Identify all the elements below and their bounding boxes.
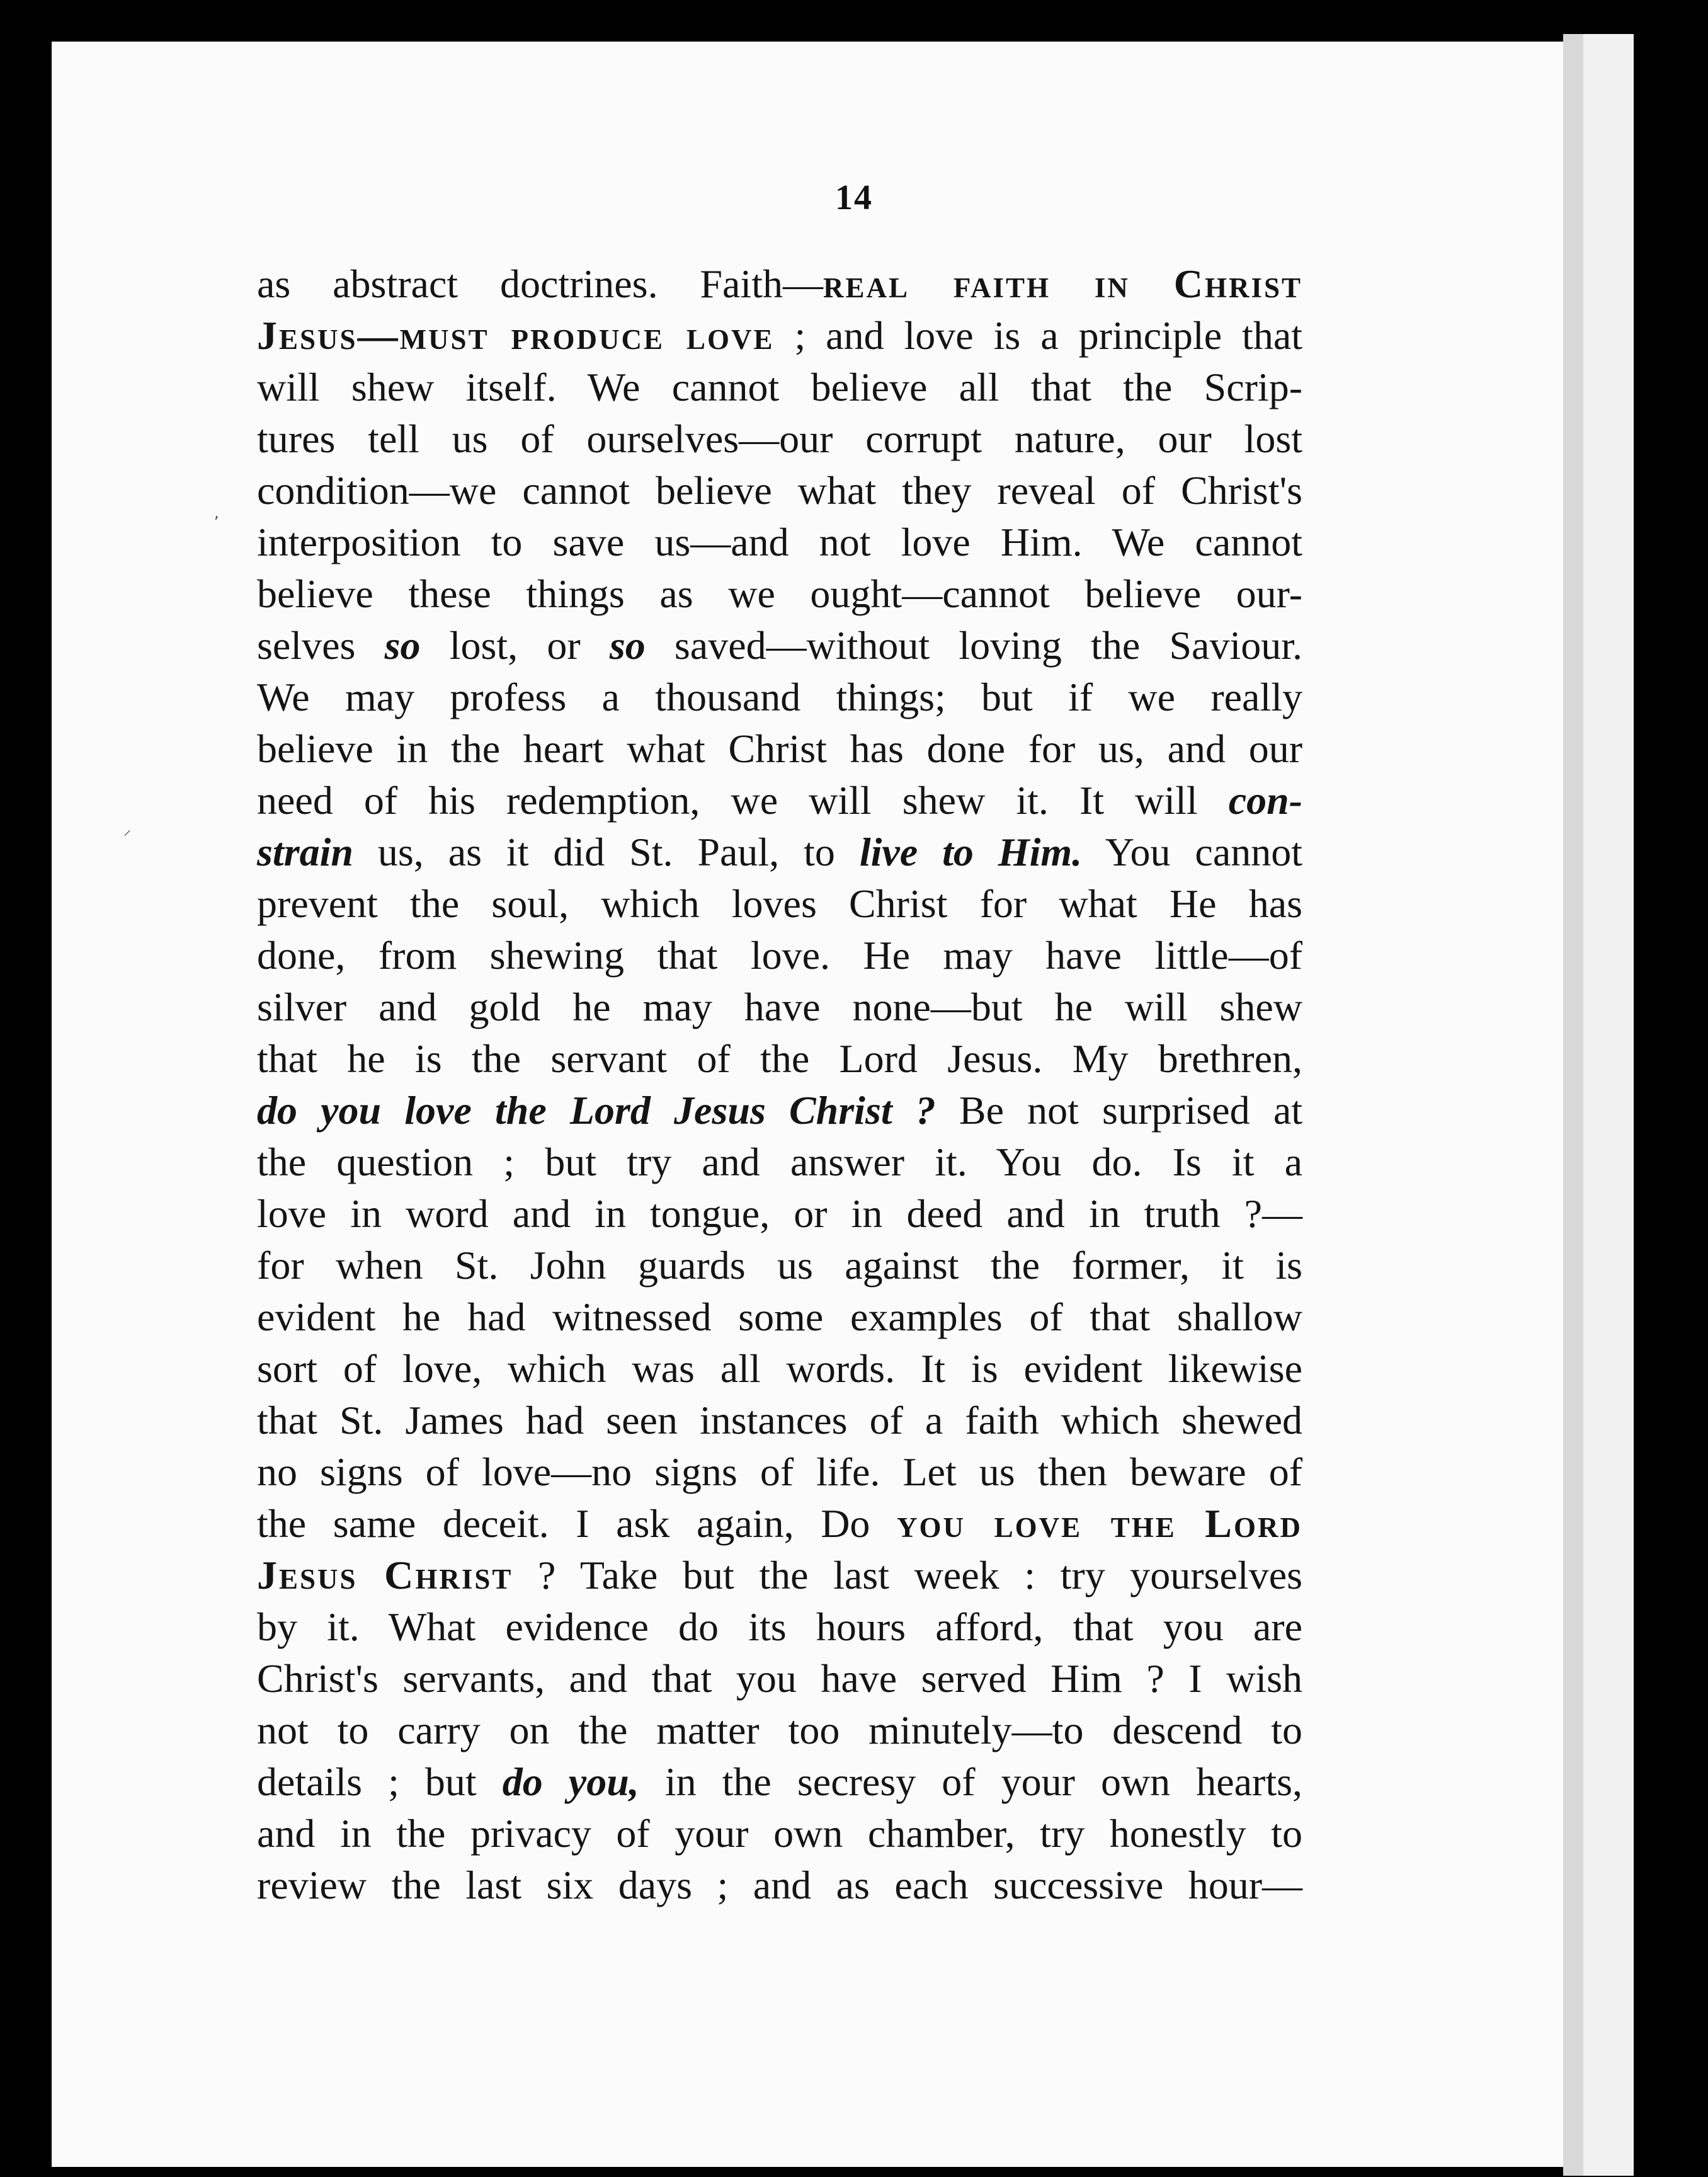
small-caps-text: real faith in Christ: [823, 261, 1303, 306]
text-run: review the last six days ; and as each successive hour—: [257, 1863, 1302, 1907]
italic-text: so: [609, 623, 646, 668]
text-run: prevent the soul, which loves Christ for what He has: [257, 881, 1302, 926]
italic-text: do you love the Lord Jesus Christ ?: [257, 1088, 936, 1133]
text-run: silver and gold he may have none—but he will shew: [257, 985, 1302, 1029]
text-line: [257, 1395, 1302, 1446]
text-run: no signs of love—no signs of life. Let us then beware of: [257, 1449, 1302, 1494]
text-run: lost, or: [420, 623, 610, 668]
text-run: us, as it did St. Paul, to: [353, 830, 860, 874]
text-line: [257, 878, 1302, 930]
margin-speck: ,: [214, 504, 219, 522]
page-number: 14: [835, 178, 873, 217]
text-line: [257, 465, 1302, 517]
text-run: tures tell us of ourselves—our corrupt nature, our lost: [257, 416, 1302, 461]
text-run: done, from shewing that love. He may have little—of: [257, 933, 1302, 978]
text-line: [257, 517, 1302, 568]
text-line: [257, 1498, 1302, 1550]
body-text: [257, 258, 1302, 1911]
text-run: that St. James had seen instances of a faith which shewed: [257, 1398, 1302, 1443]
text-line: [257, 310, 1302, 362]
text-line: [257, 258, 1302, 310]
text-run: in the secresy of your own hearts,: [639, 1759, 1303, 1804]
text-line: [257, 1446, 1302, 1498]
binding-gutter: [1634, 34, 1708, 2176]
text-run: interposition to save us—and not love Him. We cannot: [257, 520, 1302, 564]
text-run: the same deceit. I ask again, Do: [257, 1501, 897, 1546]
next-page-edge: [1583, 34, 1634, 2176]
text-run: and in the privacy of your own chamber, try honestly to: [257, 1811, 1302, 1856]
small-caps-text: Jesus—must produce love: [257, 313, 775, 358]
text-line: [257, 723, 1302, 775]
text-line: [257, 930, 1302, 981]
text-line: [257, 1601, 1302, 1653]
text-line: [257, 568, 1302, 620]
text-line: [257, 1653, 1302, 1705]
text-run: evident he had witnessed some examples of that shallow: [257, 1294, 1302, 1339]
italic-text: do you,: [502, 1759, 639, 1804]
margin-speck: ⸝: [123, 821, 131, 838]
text-line: [257, 1808, 1302, 1860]
text-line: [257, 1705, 1302, 1756]
text-run: not to carry on the matter too minutely—to descend to: [257, 1708, 1302, 1752]
text-line: [257, 620, 1302, 671]
page-edge-shadow: [1563, 34, 1583, 2176]
text-run: need of his redemption, we will shew it. It will: [257, 778, 1229, 823]
text-run: that he is the servant of the Lord Jesus. My brethren,: [257, 1036, 1302, 1081]
text-line: [257, 671, 1302, 723]
text-run: Christ's servants, and that you have served Him ? I wish: [257, 1656, 1302, 1701]
text-line: [257, 1756, 1302, 1808]
italic-text: con-: [1228, 778, 1302, 823]
text-run: for when St. John guards us against the former, it is: [257, 1243, 1302, 1288]
text-run: We may profess a thousand things; but if we really: [257, 675, 1302, 719]
text-line: [257, 826, 1302, 878]
text-run: love in word and in tongue, or in deed and in truth ?—: [257, 1191, 1302, 1236]
text-line: [257, 1343, 1302, 1395]
text-line: [257, 362, 1302, 413]
text-run: as abstract doctrines. Faith—: [257, 261, 823, 306]
text-line: [257, 1188, 1302, 1240]
text-run: the question ; but try and answer it. You do. Is it a: [257, 1140, 1302, 1184]
text-run: saved—without loving the Saviour.: [645, 623, 1303, 668]
italic-text: strain: [257, 830, 353, 874]
text-line: [257, 1085, 1302, 1136]
text-line: [257, 1550, 1302, 1601]
text-run: Be not surprised at: [935, 1088, 1303, 1133]
text-run: ? Take but the last week : try yourselves: [513, 1553, 1303, 1597]
text-line: [257, 1291, 1302, 1343]
small-caps-text: Jesus Christ: [257, 1553, 513, 1597]
text-run: will shew itself. We cannot believe all that the Scrip-: [257, 365, 1302, 409]
text-line: [257, 1136, 1302, 1188]
text-run: believe these things as we ought—cannot believe our-: [257, 571, 1302, 616]
italic-text: so: [384, 623, 421, 668]
text-line: [257, 981, 1302, 1033]
text-line: [257, 1860, 1302, 1911]
text-run: You cannot: [1082, 830, 1303, 874]
text-line: [257, 1240, 1302, 1291]
text-line: [257, 413, 1302, 465]
italic-text: live to Him.: [859, 830, 1083, 874]
text-run: believe in the heart what Christ has done for us, and our: [257, 726, 1302, 771]
text-line: [257, 1033, 1302, 1085]
text-run: ; and love is a principle that: [774, 313, 1303, 358]
text-run: sort of love, which was all words. It is evident likewise: [257, 1346, 1302, 1391]
text-run: condition—we cannot believe what they reveal of Christ's: [257, 468, 1302, 513]
text-run: details ; but: [257, 1759, 503, 1804]
text-line: [257, 775, 1302, 826]
small-caps-text: you love the Lord: [897, 1501, 1302, 1546]
text-run: by it. What evidence do its hours afford, that you are: [257, 1604, 1302, 1649]
text-run: selves: [257, 623, 385, 668]
